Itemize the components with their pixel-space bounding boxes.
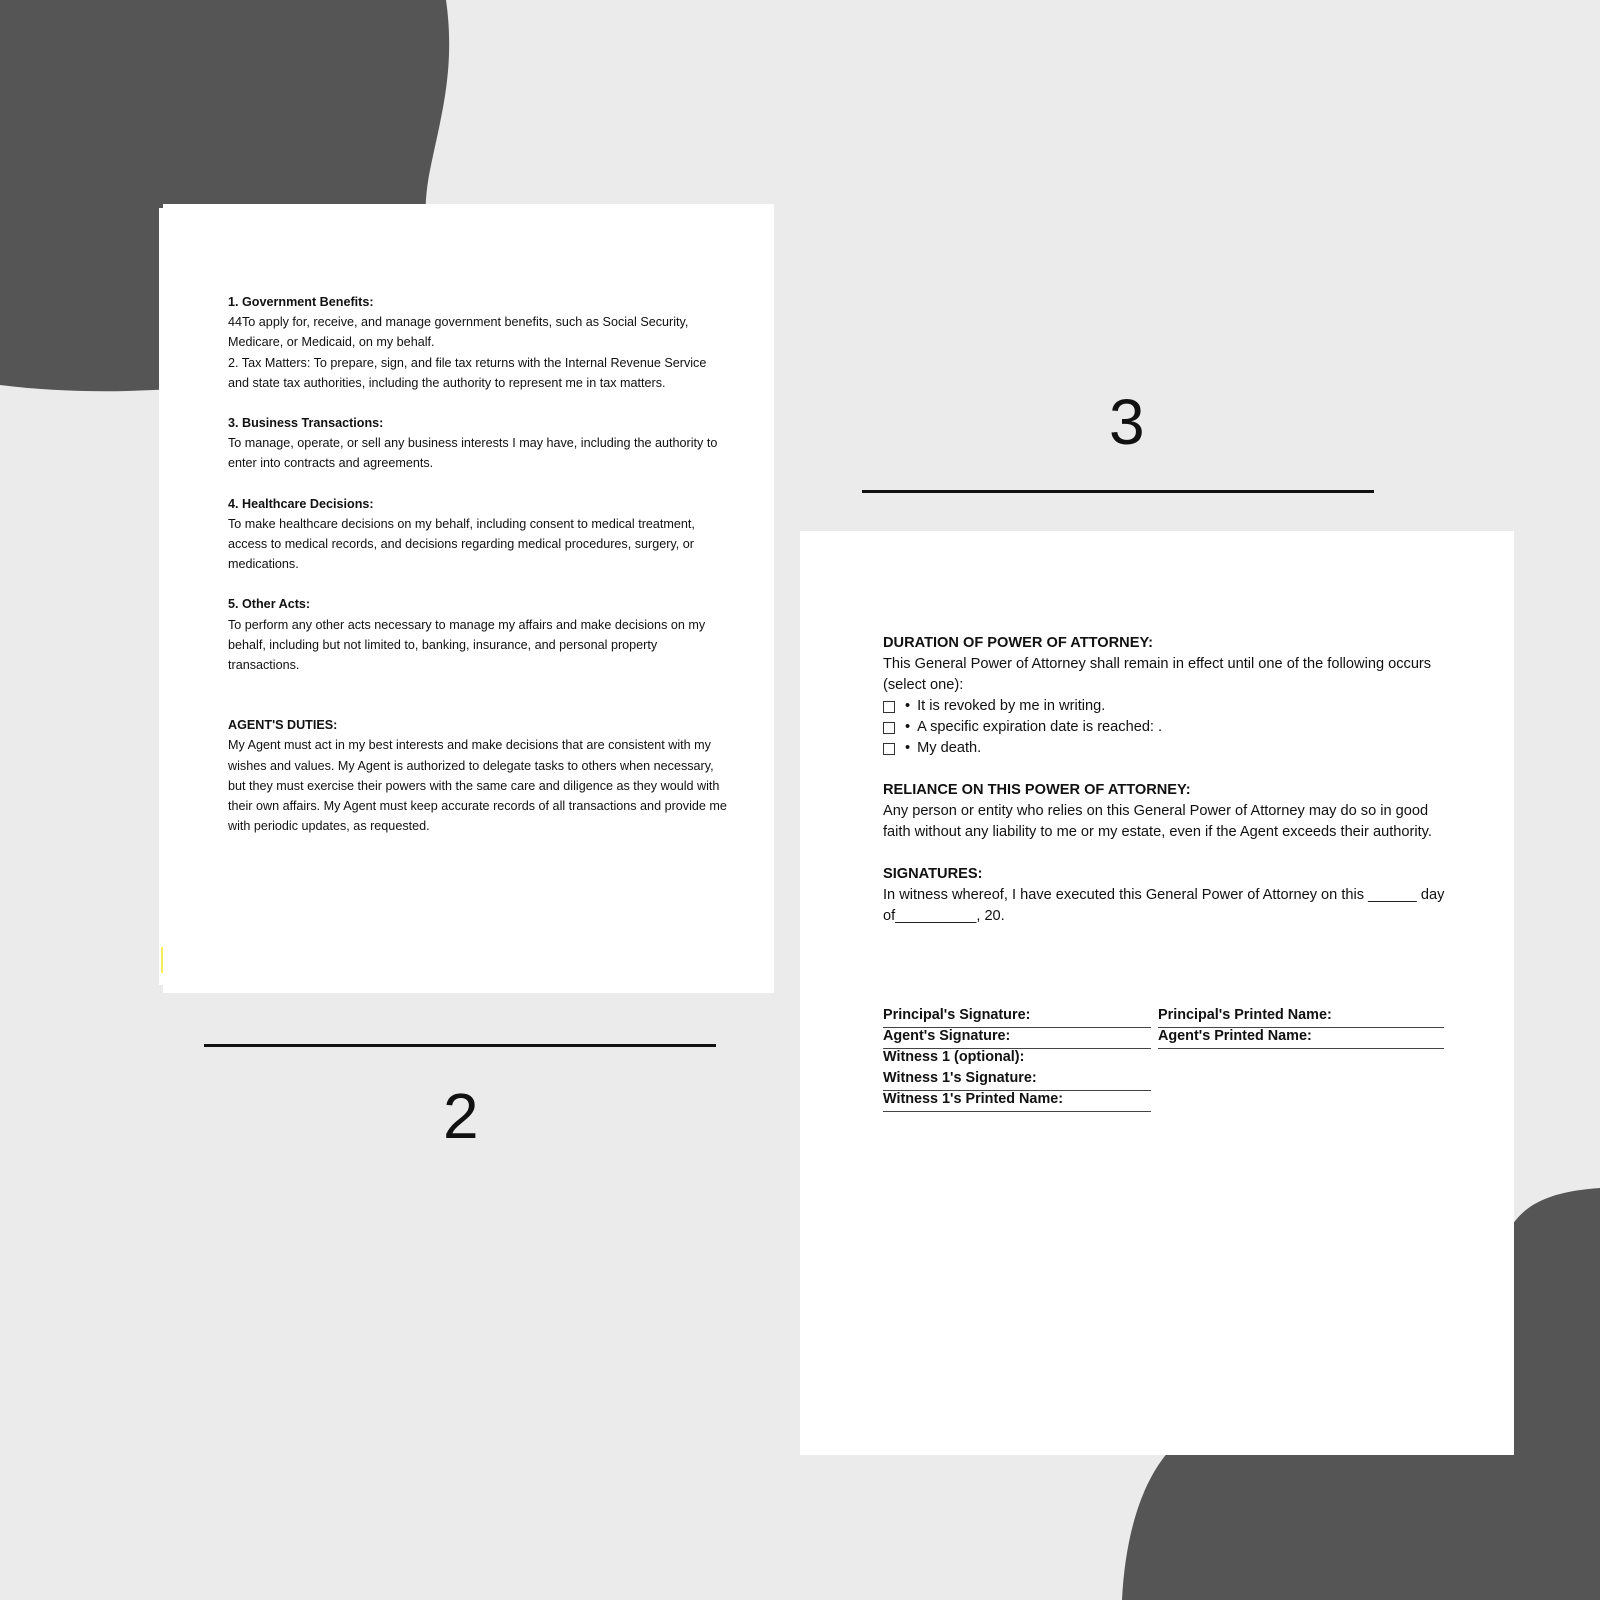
- option-revoked: [883, 696, 1445, 717]
- duration-title: DURATION OF POWER OF ATTORNEY:: [883, 635, 1153, 651]
- option-label: My death.: [917, 740, 982, 756]
- page-2-rule: [204, 1044, 716, 1047]
- bullet-icon: •: [905, 698, 911, 714]
- section-1-title: 1. Government Benefits:: [228, 295, 374, 309]
- agent-printed-name-line[interactable]: Agent's Printed Name:: [1158, 1027, 1444, 1049]
- witness-printed-name-line[interactable]: Witness 1's Printed Name:: [883, 1090, 1151, 1112]
- page-number-3: 3: [1109, 386, 1145, 458]
- section-3-title: 3. Business Transactions:: [228, 416, 384, 431]
- page-3-content: [883, 633, 1445, 927]
- page-3-rule: [862, 490, 1374, 493]
- checkbox[interactable]: [883, 743, 895, 755]
- witness-optional-label: Witness 1 (optional):: [883, 1049, 1025, 1065]
- reliance-body: Any person or entity who relies on this General Power of Attorney may do so in good faith without any liability to me or my estate, even if the Agent exceeds their authority.: [883, 803, 1432, 840]
- section-4-body: To make healthcare decisions on my behalf, including consent to medical treatment, access to medical records, and decisions regarding medical procedures, surgery, or medications.: [228, 516, 695, 572]
- duration-body: This General Power of Attorney shall remain in effect until one of the following occurs (select one):: [883, 656, 1432, 693]
- reliance-title: RELIANCE ON THIS POWER OF ATTORNEY:: [883, 782, 1191, 798]
- section-4-title: 4. Healthcare Decisions:: [228, 496, 374, 511]
- signatures-body: In witness whereof, I have executed this General Power of Attorney on this ______ day of__________, 20.: [883, 887, 1445, 924]
- section-5-body: To perform any other acts necessary to manage my affairs and make decisions on my behalf, including but not limited to, banking, insurance, and personal property transactions.: [228, 617, 706, 673]
- witness-signature-line[interactable]: Witness 1's Signature:: [883, 1069, 1151, 1091]
- agents-duties-title: AGENT'S DUTIES:: [228, 718, 338, 733]
- section-3-body: To manage, operate, or sell any business interests I may have, including the authority to enter into contracts and agreements.: [228, 436, 718, 471]
- checkbox[interactable]: [883, 701, 895, 713]
- bullet-icon: •: [905, 719, 911, 735]
- option-expiration: [883, 717, 1445, 738]
- option-label: A specific expiration date is reached: .: [917, 719, 1163, 735]
- page-2-content: [228, 292, 728, 836]
- option-death: [883, 738, 1445, 759]
- principal-printed-name-line[interactable]: Principal's Printed Name:: [1158, 1006, 1444, 1028]
- principal-signature-line[interactable]: Principal's Signature:: [883, 1006, 1151, 1028]
- option-label: It is revoked by me in writing.: [917, 698, 1106, 714]
- signatures-title: SIGNATURES:: [883, 866, 983, 882]
- bullet-icon: •: [905, 740, 911, 756]
- page-number-2: 2: [443, 1080, 479, 1152]
- highlight-mark: [161, 947, 163, 973]
- checkbox[interactable]: [883, 722, 895, 734]
- section-2-body: 2. Tax Matters: To prepare, sign, and file tax returns with the Internal Revenue Service and state tax authorities, including the authority to represent me in tax matters.: [228, 355, 707, 390]
- agents-duties-body: My Agent must act in my best interests and make decisions that are consistent with my wishes and values. My Agent is authorized to delegate tasks to others when necessary, but they must exercise their powers with the same care and diligence as they would with their own affairs. My Agent must keep accurate records of all transactions and provide me with periodic updates, as requested.: [228, 738, 727, 834]
- section-1-body: 44To apply for, receive, and manage government benefits, such as Social Security, Medicare, or Medicaid, on my behalf.: [228, 315, 689, 350]
- section-5-title: 5. Other Acts:: [228, 597, 311, 612]
- agent-signature-line[interactable]: Agent's Signature:: [883, 1027, 1151, 1049]
